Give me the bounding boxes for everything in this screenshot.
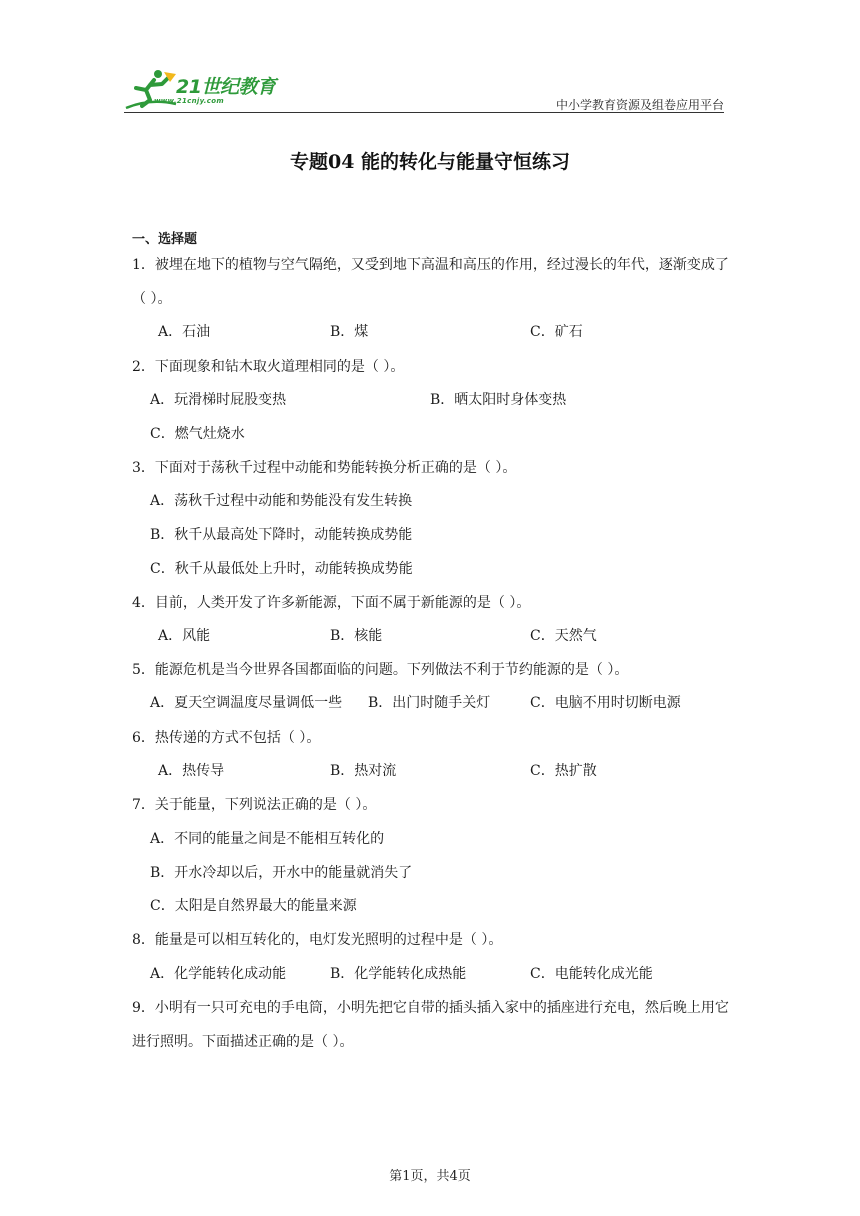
question-option: A．热传导 <box>158 763 225 779</box>
question-stem: 5．能源危机是当今世界各国都面临的问题。下列做法不利于节约能源的是（ ）。 <box>132 662 629 678</box>
question-stem: 4．目前，人类开发了许多新能源，下面不属于新能源的是（ ）。 <box>132 595 531 611</box>
question-stem: 7．关于能量，下列说法正确的是（ ）。 <box>132 797 377 813</box>
logo-url-text: www.21cnjy.com <box>154 97 224 105</box>
page-footer: 第1页，共4页 <box>389 1169 471 1184</box>
question-option: C．天然气 <box>530 628 597 644</box>
question-option: C．秋千从最低处上升时，动能转换成势能 <box>150 561 413 577</box>
question-option: B．开水冷却以后，开水中的能量就消失了 <box>150 865 413 881</box>
question-stem: 2．下面现象和钻木取火道理相同的是（ ）。 <box>132 359 405 375</box>
question-option: A．石油 <box>158 324 211 340</box>
question-option: A．不同的能量之间是不能相互转化的 <box>150 831 385 847</box>
question-option: C．燃气灶烧水 <box>150 426 245 442</box>
logo-brand-text: 21世纪教育 <box>176 76 276 98</box>
platform-label: 中小学教育资源及组卷应用平台 <box>555 98 724 112</box>
question-stem: 1．被埋在地下的植物与空气隔绝，又受到地下高温和高压的作用，经过漫长的年代，逐渐变成了（ ）。 <box>132 257 729 307</box>
question-option: C．太阳是自然界最大的能量来源 <box>150 898 357 914</box>
question-option: B．出门时随手关灯 <box>368 695 491 711</box>
question-option: B．热对流 <box>330 763 397 779</box>
question-stem: 6．热传递的方式不包括（ ）。 <box>132 730 321 746</box>
question-option: C．热扩散 <box>530 763 597 779</box>
question-option: A．夏天空调温度尽量调低一些 <box>150 695 343 711</box>
question-option: C．电脑不用时切断电源 <box>530 695 681 711</box>
question-option: A．玩滑梯时屁股变热 <box>150 392 287 408</box>
question-option: A．荡秋千过程中动能和势能没有发生转换 <box>150 493 413 509</box>
question-option: A．风能 <box>158 628 211 644</box>
question-option: A．化学能转化成动能 <box>150 966 287 982</box>
document-title: 专题04 能的转化与能量守恒练习 <box>289 151 571 173</box>
question-option: B．煤 <box>330 324 369 340</box>
question-stem: 9．小明有一只可充电的手电筒，小明先把它自带的插头插入家中的插座进行充电，然后晚上用它进行照明。下面描述正确的是（ ）。 <box>132 1000 729 1050</box>
question-stem: 8．能量是可以相互转化的，电灯发光照明的过程中是（ ）。 <box>132 932 503 948</box>
question-option: B．晒太阳时身体变热 <box>430 392 567 408</box>
question-option: B．秋千从最高处下降时，动能转换成势能 <box>150 527 413 543</box>
question-stem: 3．下面对于荡秋千过程中动能和势能转换分析正确的是（ ）。 <box>132 460 517 476</box>
question-option: B．核能 <box>330 628 383 644</box>
question-option: B．化学能转化成热能 <box>330 966 467 982</box>
question-option: C．电能转化成光能 <box>530 966 653 982</box>
question-option: C．矿石 <box>530 324 583 340</box>
section-heading: 一、选择题 <box>132 232 198 247</box>
